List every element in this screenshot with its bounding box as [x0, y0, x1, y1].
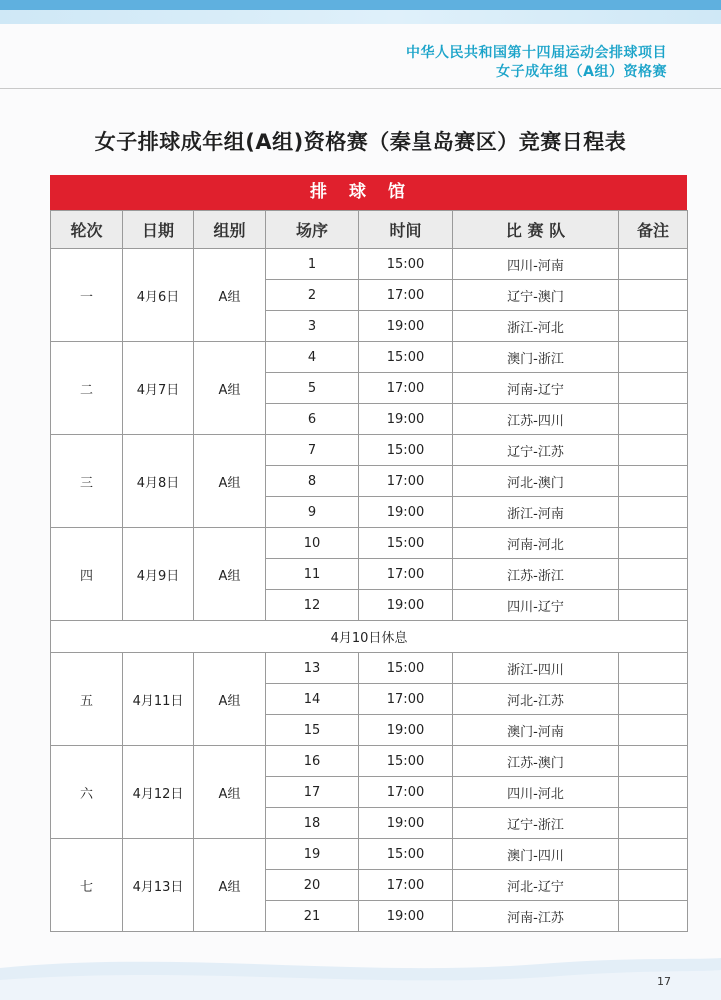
- schedule-table: [50, 210, 688, 932]
- note-cell: [619, 870, 688, 901]
- table-row: [51, 746, 688, 777]
- teams-cell: 浙江-四川: [453, 653, 619, 684]
- table-header-row: [51, 211, 688, 249]
- group-cell: A组: [194, 839, 266, 932]
- match-no-cell: 5: [266, 373, 359, 404]
- round-cell: 六: [51, 746, 123, 839]
- teams-cell: 辽宁-浙江: [453, 808, 619, 839]
- teams-cell: 浙江-河北: [453, 311, 619, 342]
- top-decoration-band: [0, 10, 721, 24]
- note-cell: [619, 590, 688, 621]
- round-cell: 四: [51, 528, 123, 621]
- date-cell: 4月11日: [123, 653, 194, 746]
- group-cell: A组: [194, 653, 266, 746]
- match-no-cell: 20: [266, 870, 359, 901]
- rest-day-label: 4月10日休息: [51, 621, 688, 653]
- group-cell: A组: [194, 249, 266, 342]
- time-cell: 15:00: [359, 653, 453, 684]
- time-cell: 15:00: [359, 839, 453, 870]
- match-no-cell: 8: [266, 466, 359, 497]
- time-cell: 17:00: [359, 280, 453, 311]
- round-cell: 五: [51, 653, 123, 746]
- teams-cell: 河南-辽宁: [453, 373, 619, 404]
- match-no-cell: 13: [266, 653, 359, 684]
- match-no-cell: 12: [266, 590, 359, 621]
- match-no-cell: 3: [266, 311, 359, 342]
- group-cell: A组: [194, 435, 266, 528]
- teams-cell: 江苏-澳门: [453, 746, 619, 777]
- time-cell: 15:00: [359, 435, 453, 466]
- table-row: [51, 342, 688, 373]
- time-cell: 19:00: [359, 590, 453, 621]
- teams-cell: 河北-辽宁: [453, 870, 619, 901]
- time-cell: 17:00: [359, 870, 453, 901]
- note-cell: [619, 559, 688, 590]
- rest-day-row: [51, 621, 688, 653]
- table-row: [51, 435, 688, 466]
- note-cell: [619, 808, 688, 839]
- venue-banner: 排球馆: [50, 175, 687, 210]
- match-no-cell: 9: [266, 497, 359, 528]
- teams-cell: 四川-河南: [453, 249, 619, 280]
- match-no-cell: 17: [266, 777, 359, 808]
- column-header-teams: 比 赛 队: [453, 211, 619, 249]
- time-cell: 17:00: [359, 684, 453, 715]
- round-cell: 一: [51, 249, 123, 342]
- time-cell: 17:00: [359, 777, 453, 808]
- time-cell: 17:00: [359, 466, 453, 497]
- note-cell: [619, 653, 688, 684]
- teams-cell: 澳门-浙江: [453, 342, 619, 373]
- column-header-note: 备注: [619, 211, 688, 249]
- date-cell: 4月8日: [123, 435, 194, 528]
- header-line-2: 女子成年组（A组）资格赛: [496, 64, 667, 80]
- header-line-1: 中华人民共和国第十四届运动会排球项目: [406, 45, 667, 61]
- note-cell: [619, 373, 688, 404]
- teams-cell: 河南-江苏: [453, 901, 619, 932]
- match-no-cell: 7: [266, 435, 359, 466]
- date-cell: 4月12日: [123, 746, 194, 839]
- time-cell: 19:00: [359, 901, 453, 932]
- match-no-cell: 6: [266, 404, 359, 435]
- time-cell: 19:00: [359, 404, 453, 435]
- top-decoration-bar: [0, 0, 721, 10]
- match-no-cell: 1: [266, 249, 359, 280]
- teams-cell: 四川-河北: [453, 777, 619, 808]
- teams-cell: 江苏-浙江: [453, 559, 619, 590]
- note-cell: [619, 466, 688, 497]
- teams-cell: 澳门-河南: [453, 715, 619, 746]
- match-no-cell: 15: [266, 715, 359, 746]
- group-cell: A组: [194, 528, 266, 621]
- match-no-cell: 10: [266, 528, 359, 559]
- match-no-cell: 19: [266, 839, 359, 870]
- teams-cell: 辽宁-澳门: [453, 280, 619, 311]
- note-cell: [619, 435, 688, 466]
- note-cell: [619, 839, 688, 870]
- note-cell: [619, 311, 688, 342]
- note-cell: [619, 280, 688, 311]
- table-row: [51, 653, 688, 684]
- time-cell: 15:00: [359, 342, 453, 373]
- note-cell: [619, 342, 688, 373]
- time-cell: 15:00: [359, 249, 453, 280]
- round-cell: 二: [51, 342, 123, 435]
- date-cell: 4月7日: [123, 342, 194, 435]
- match-no-cell: 2: [266, 280, 359, 311]
- note-cell: [619, 746, 688, 777]
- header-divider: [0, 88, 721, 89]
- round-cell: 七: [51, 839, 123, 932]
- table-row: [51, 528, 688, 559]
- group-cell: A组: [194, 746, 266, 839]
- bottom-wave-decoration: [0, 920, 721, 1000]
- column-header-time: 时间: [359, 211, 453, 249]
- match-no-cell: 18: [266, 808, 359, 839]
- date-cell: 4月6日: [123, 249, 194, 342]
- date-cell: 4月9日: [123, 528, 194, 621]
- time-cell: 15:00: [359, 528, 453, 559]
- page-number: 17: [657, 975, 671, 988]
- time-cell: 15:00: [359, 746, 453, 777]
- note-cell: [619, 684, 688, 715]
- note-cell: [619, 404, 688, 435]
- teams-cell: 河南-河北: [453, 528, 619, 559]
- match-no-cell: 16: [266, 746, 359, 777]
- match-no-cell: 4: [266, 342, 359, 373]
- time-cell: 17:00: [359, 559, 453, 590]
- teams-cell: 浙江-河南: [453, 497, 619, 528]
- round-cell: 三: [51, 435, 123, 528]
- teams-cell: 河北-江苏: [453, 684, 619, 715]
- teams-cell: 河北-澳门: [453, 466, 619, 497]
- note-cell: [619, 715, 688, 746]
- schedule-table-container: [50, 175, 687, 932]
- group-cell: A组: [194, 342, 266, 435]
- table-row: [51, 839, 688, 870]
- teams-cell: 江苏-四川: [453, 404, 619, 435]
- column-header-group: 组别: [194, 211, 266, 249]
- document-header: [406, 44, 667, 82]
- time-cell: 19:00: [359, 808, 453, 839]
- teams-cell: 辽宁-江苏: [453, 435, 619, 466]
- match-no-cell: 21: [266, 901, 359, 932]
- note-cell: [619, 249, 688, 280]
- time-cell: 19:00: [359, 715, 453, 746]
- schedule-table-body: [51, 249, 688, 932]
- column-header-date: 日期: [123, 211, 194, 249]
- time-cell: 17:00: [359, 373, 453, 404]
- note-cell: [619, 497, 688, 528]
- table-row: [51, 249, 688, 280]
- teams-cell: 四川-辽宁: [453, 590, 619, 621]
- column-header-round: 轮次: [51, 211, 123, 249]
- teams-cell: 澳门-四川: [453, 839, 619, 870]
- date-cell: 4月13日: [123, 839, 194, 932]
- note-cell: [619, 528, 688, 559]
- match-no-cell: 14: [266, 684, 359, 715]
- page-title: 女子排球成年组(A组)资格赛（秦皇岛赛区）竞赛日程表: [94, 130, 627, 154]
- note-cell: [619, 777, 688, 808]
- time-cell: 19:00: [359, 497, 453, 528]
- match-no-cell: 11: [266, 559, 359, 590]
- time-cell: 19:00: [359, 311, 453, 342]
- column-header-match-no: 场序: [266, 211, 359, 249]
